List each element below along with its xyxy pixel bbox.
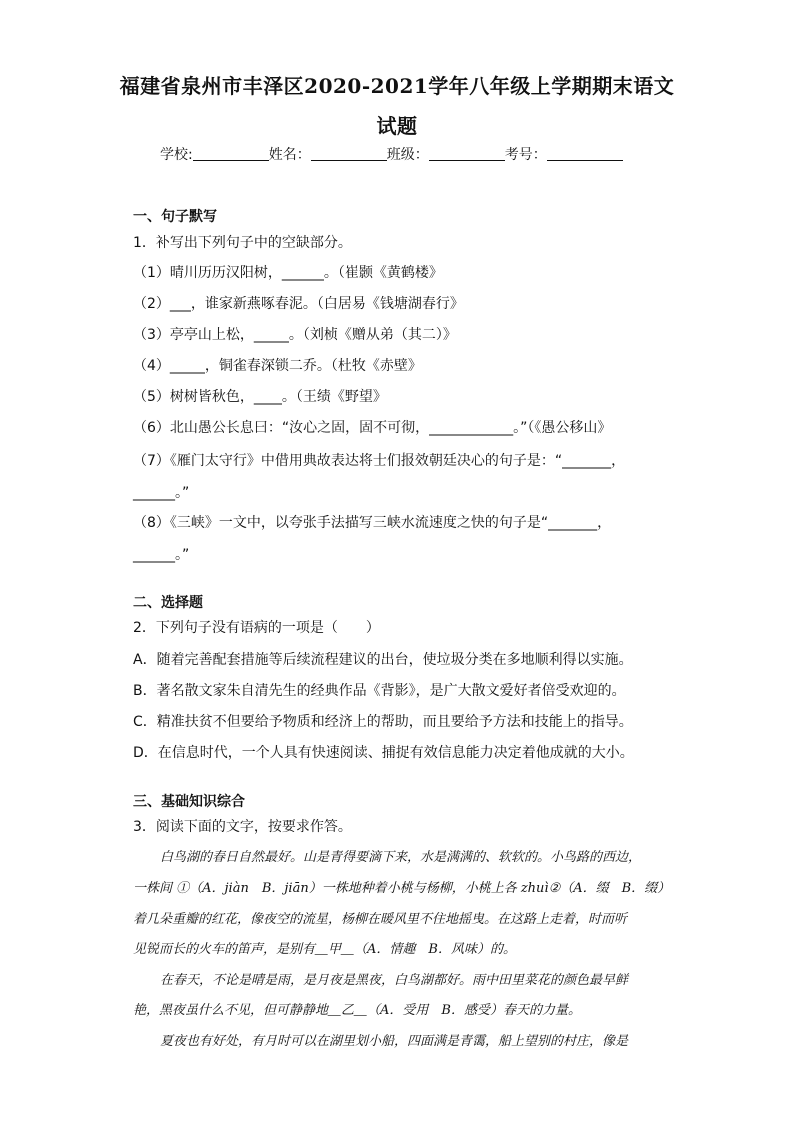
section-heading: 一、句子默写 <box>133 209 217 225</box>
question-line: ______。” <box>133 547 190 563</box>
passage-line: 见锐而长的火车的笛声，是别有＿甲＿（A．情趣 B．风味）的。 <box>133 942 516 957</box>
question-line: 2．下列句子没有语病的一项是（ ） <box>133 620 380 636</box>
question-line: （8）《三峡》一文中，以夸张手法描写三峡水流速度之快的句子是“_______， <box>133 515 612 531</box>
question-line: （4）_____，铜雀春深锁二乔。（杜牧《赤壁》 <box>133 358 422 374</box>
question-line: 1．补写出下列句子中的空缺部分。 <box>133 235 352 251</box>
question-line: （3）亭亭山上松，_____。（刘桢《赠从弟（其二）》 <box>133 327 457 343</box>
exam-no-label: 考号： <box>504 147 547 163</box>
section-heading: 二、选择题 <box>133 595 203 611</box>
option-line: D．在信息时代，一个人具有快速阅读、捕捉有效信息能力决定着他成就的大小。 <box>133 745 634 761</box>
school-field[interactable] <box>193 146 269 161</box>
passage-line: 一株间 ①（A．jiàn B．jiān）一株地种着小桃与杨柳，小桃上各 zhuì②（A．缀 B．缀） <box>133 881 671 896</box>
passage-line: 在春天，不论是晴是雨，是月夜是黑夜，白鸟湖都好。雨中田里菜花的颜色最早鲜 <box>160 973 629 988</box>
name-label: 姓名： <box>268 147 311 163</box>
exam-no-field[interactable] <box>547 146 623 161</box>
passage-line: 着几朵重瓣的红花，像夜空的流星，杨柳在暖风里不住地摇曳。在这路上走着，时而听 <box>133 912 628 927</box>
question-line: （7）《雁门太守行》中借用典故表达将士们报效朝廷决心的句子是：“_______， <box>133 453 626 469</box>
question-line: （2）___，谁家新燕啄春泥。（白居易《钱塘湖春行》 <box>133 296 464 312</box>
name-field[interactable] <box>311 146 387 161</box>
question-line: 3．阅读下面的文字，按要求作答。 <box>133 819 352 835</box>
section-heading: 三、基础知识综合 <box>133 794 245 810</box>
exam-title-line2: 试题 <box>376 114 418 138</box>
passage-line: 艳，黑夜虽什么不见，但可静静地＿乙＿（A．受用 B．感受）春天的力量。 <box>133 1003 581 1018</box>
question-line: （6）北山愚公长息曰：“汝心之固，固不可彻，____________。”（《愚公移山》 <box>133 420 612 436</box>
question-line: （5）树树皆秋色，____。（王绩《野望》 <box>133 389 387 405</box>
school-label: 学校: <box>160 147 193 163</box>
option-line: A．随着完善配套措施等后续流程建议的出台，使垃圾分类在多地顺利得以实施。 <box>133 652 633 668</box>
class-label: 班级： <box>386 147 429 163</box>
passage-line: 白鸟湖的春日自然最好。山是青得要滴下来，水是满满的、软软的。小鸟路的西边， <box>160 850 642 865</box>
exam-title-line1: 福建省泉州市丰泽区2020-2021学年八年级上学期期末语文 <box>119 74 675 98</box>
question-line: ______。” <box>133 485 190 501</box>
option-line: B．著名散文家朱自清先生的经典作品《背影》，是广大散文爱好者倍受欢迎的。 <box>133 683 626 699</box>
option-line: C．精准扶贫不但要给予物质和经济上的帮助，而且要给予方法和技能上的指导。 <box>133 714 633 730</box>
passage-line: 夏夜也有好处，有月时可以在湖里划小船，四面满是青霭，船上望别的村庄，像是 <box>160 1034 629 1049</box>
class-field[interactable] <box>429 146 505 161</box>
student-info-row <box>160 144 623 164</box>
question-line: （1）晴川历历汉阳树，______。（崔颢《黄鹤楼》 <box>133 265 443 281</box>
